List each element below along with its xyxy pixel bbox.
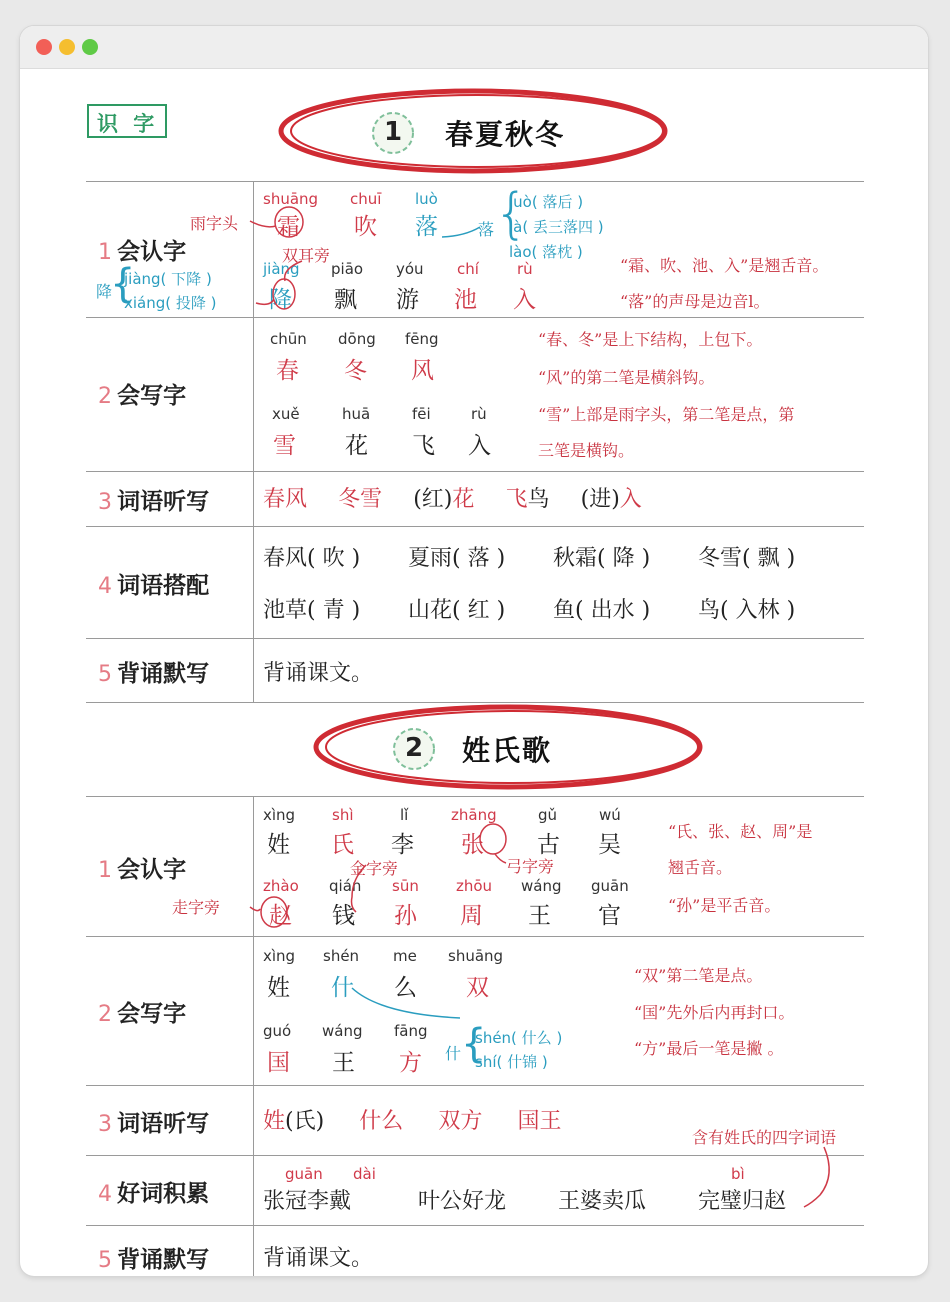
badge-text: 识 字 bbox=[97, 112, 159, 136]
polyphone-brace: { bbox=[461, 1021, 487, 1067]
radical-note: 走字旁 bbox=[172, 898, 221, 917]
match-item: 冬雪( 飘 ) bbox=[698, 546, 796, 571]
pinyin: bì bbox=[731, 1165, 745, 1183]
pinyin: wú bbox=[599, 806, 621, 824]
pinyin: qián bbox=[329, 877, 362, 895]
teacher-note: “春、冬”是上下结构，上包下。 bbox=[538, 330, 763, 349]
pinyin: rù bbox=[471, 405, 487, 423]
match-item: 秋霜( 降 ) bbox=[553, 546, 651, 571]
pinyin: fēng bbox=[405, 330, 439, 348]
polyphone-option: lào( 落枕 ) bbox=[509, 243, 583, 261]
character: 国 bbox=[267, 1050, 290, 1076]
pinyin: lǐ bbox=[400, 806, 409, 824]
teacher-note: “孙”是平舌音。 bbox=[668, 896, 781, 915]
pinyin: wáng bbox=[322, 1022, 363, 1040]
idiom: 张冠李戴 bbox=[263, 1189, 352, 1214]
character: 周 bbox=[460, 903, 483, 929]
row-label: 2 会写字 bbox=[98, 1001, 187, 1027]
character: 钱 bbox=[332, 903, 355, 929]
character: 方 bbox=[399, 1050, 422, 1076]
pinyin: xìng bbox=[263, 947, 296, 965]
pinyin: fēi bbox=[412, 405, 431, 423]
pinyin: sūn bbox=[392, 877, 419, 895]
pinyin: shén bbox=[323, 947, 360, 965]
dictation-line: 姓(氏) 什么 双方 国王 bbox=[263, 1109, 562, 1134]
polyphone-option: xiáng( 投降 ) bbox=[124, 294, 217, 312]
character: 冬 bbox=[344, 358, 367, 384]
teacher-note: 三笔是横钩。 bbox=[538, 441, 635, 460]
character: 吴 bbox=[598, 832, 621, 858]
divider bbox=[86, 1155, 864, 1156]
pinyin: chí bbox=[457, 260, 479, 278]
divider bbox=[86, 526, 864, 527]
pinyin: chuī bbox=[350, 190, 382, 208]
pinyin: luò bbox=[415, 190, 438, 208]
pinyin: chūn bbox=[270, 330, 307, 348]
polyphone-option: jiàng( 下降 ) bbox=[124, 270, 212, 288]
divider bbox=[86, 638, 864, 639]
polyphone-option: là( 丢三落四 ) bbox=[509, 218, 604, 236]
pinyin: shì bbox=[332, 806, 354, 824]
radical-note: 金字旁 bbox=[350, 859, 399, 878]
teacher-note: 含有姓氏的四字词语 bbox=[692, 1128, 837, 1147]
pinyin: guān bbox=[285, 1165, 323, 1183]
row-label: 4 词语搭配 bbox=[98, 573, 210, 599]
pinyin: rù bbox=[517, 260, 533, 278]
character: 王 bbox=[332, 1050, 355, 1076]
row-label: 1 会认字 bbox=[98, 857, 187, 883]
character: 氏 bbox=[331, 832, 354, 858]
teacher-note: “氏、张、赵、周”是 bbox=[668, 822, 813, 841]
row-label: 3 词语听写 bbox=[98, 1111, 210, 1137]
close-button[interactable] bbox=[36, 39, 52, 55]
pinyin: dōng bbox=[338, 330, 376, 348]
divider bbox=[86, 471, 864, 472]
pinyin: zhāng bbox=[451, 806, 497, 824]
character: 王 bbox=[528, 903, 551, 929]
dictation-line: 春风 冬雪 (红)花 飞鸟 (进)入 bbox=[263, 487, 642, 512]
app-window bbox=[20, 26, 928, 1276]
character: 春 bbox=[276, 358, 299, 384]
character: 么 bbox=[394, 975, 417, 1001]
row-label: 5 背诵默写 bbox=[98, 661, 210, 687]
annotation-arrows bbox=[800, 1145, 840, 1215]
character: 什 bbox=[331, 975, 354, 1001]
divider bbox=[86, 936, 864, 937]
match-item: 夏雨( 落 ) bbox=[408, 546, 506, 571]
character: 霜 bbox=[277, 214, 300, 240]
polyphone-option: shí( 什锦 ) bbox=[475, 1053, 548, 1071]
row-label: 4 好词积累 bbox=[98, 1181, 210, 1207]
teacher-note: 翘舌音。 bbox=[668, 858, 733, 877]
lesson-number: 1 bbox=[384, 117, 403, 147]
pinyin: shuāng bbox=[263, 190, 319, 208]
idiom: 叶公好龙 bbox=[418, 1189, 507, 1214]
pinyin: huā bbox=[342, 405, 371, 423]
character: 双 bbox=[466, 975, 489, 1001]
polyphone-head: 落 bbox=[478, 220, 495, 239]
character: 张 bbox=[461, 832, 484, 858]
character: 落 bbox=[415, 214, 438, 240]
pinyin: guān bbox=[591, 877, 629, 895]
divider bbox=[86, 1085, 864, 1086]
pinyin: xìng bbox=[263, 806, 296, 824]
teacher-note: “国”先外后内再封口。 bbox=[634, 1003, 795, 1022]
polyphone-head: 降 bbox=[96, 282, 113, 301]
character: 赵 bbox=[269, 903, 292, 929]
polyphone-brace: { bbox=[494, 182, 529, 245]
polyphone-head: 什 bbox=[445, 1044, 462, 1063]
character: 入 bbox=[513, 287, 536, 313]
worksheet-page bbox=[20, 69, 928, 1276]
character: 风 bbox=[411, 358, 434, 384]
teacher-note: “雪”上部是雨字头，第二笔是点，第 bbox=[538, 405, 795, 424]
pinyin: dài bbox=[353, 1165, 376, 1183]
lesson-number: 2 bbox=[405, 733, 424, 763]
row-label: 3 词语听写 bbox=[98, 489, 210, 515]
maximize-button[interactable] bbox=[82, 39, 98, 55]
radical-note: 弓字旁 bbox=[506, 857, 555, 876]
pinyin: shuāng bbox=[448, 947, 504, 965]
character: 入 bbox=[468, 433, 491, 459]
character: 雪 bbox=[273, 433, 296, 459]
lesson-title-text: 姓氏歌 bbox=[462, 734, 553, 767]
match-item: 山花( 红 ) bbox=[408, 598, 506, 623]
character: 官 bbox=[598, 903, 621, 929]
teacher-note: “落”的声母是边音l。 bbox=[620, 292, 770, 311]
pinyin: piāo bbox=[331, 260, 364, 278]
character: 姓 bbox=[267, 975, 290, 1001]
pinyin: zhōu bbox=[456, 877, 493, 895]
radical-note: 双耳旁 bbox=[282, 246, 331, 265]
annotation-arrows bbox=[190, 181, 490, 321]
match-item: 池草( 青 ) bbox=[263, 598, 361, 623]
lesson2-title bbox=[310, 697, 710, 797]
character: 游 bbox=[396, 287, 419, 313]
idiom: 王婆卖瓜 bbox=[558, 1189, 647, 1214]
character: 飞 bbox=[412, 433, 435, 459]
title-bar bbox=[20, 26, 928, 69]
minimize-button[interactable] bbox=[59, 39, 75, 55]
pinyin: jiàng bbox=[263, 260, 300, 278]
divider bbox=[86, 1225, 864, 1226]
row-label: 1 会认字 bbox=[98, 239, 187, 265]
pinyin: fāng bbox=[394, 1022, 428, 1040]
polyphone-option: luò( 落后 ) bbox=[509, 193, 584, 211]
match-item: 春风( 吹 ) bbox=[263, 546, 361, 571]
match-item: 鱼( 出水 ) bbox=[553, 598, 651, 623]
pinyin: wáng bbox=[521, 877, 562, 895]
lesson1-title bbox=[275, 81, 675, 181]
match-item: 鸟( 入林 ) bbox=[698, 598, 796, 623]
character: 降 bbox=[269, 287, 292, 313]
character: 池 bbox=[454, 287, 477, 313]
polyphone-brace: { bbox=[110, 261, 136, 307]
character: 古 bbox=[537, 832, 560, 858]
pinyin: xuě bbox=[272, 405, 300, 423]
pinyin: yóu bbox=[396, 260, 424, 278]
character: 飘 bbox=[334, 287, 357, 313]
character: 姓 bbox=[267, 832, 290, 858]
character: 花 bbox=[345, 433, 368, 459]
pinyin: guó bbox=[263, 1022, 292, 1040]
pinyin: zhào bbox=[263, 877, 299, 895]
polyphone-option: shén( 什么 ) bbox=[475, 1029, 563, 1047]
character: 孙 bbox=[394, 903, 417, 929]
teacher-note: “方”最后一笔是撇 。 bbox=[634, 1039, 784, 1058]
character: 吹 bbox=[354, 214, 377, 240]
teacher-note: “霜、吹、池、入”是翘舌音。 bbox=[620, 256, 829, 275]
teacher-note: “双”第二笔是点。 bbox=[634, 966, 763, 985]
row-label: 5 背诵默写 bbox=[98, 1247, 210, 1273]
lesson-title-text: 春夏秋冬 bbox=[445, 118, 566, 151]
radical-note: 雨字头 bbox=[190, 214, 239, 233]
recite-text: 背诵课文。 bbox=[263, 1246, 374, 1271]
teacher-note: “风”的第二笔是横斜钩。 bbox=[538, 368, 715, 387]
divider bbox=[86, 796, 864, 797]
section-badge bbox=[87, 104, 167, 138]
character: 李 bbox=[391, 832, 414, 858]
idiom: 完璧归赵 bbox=[698, 1189, 787, 1214]
recite-text: 背诵课文。 bbox=[263, 661, 374, 686]
row-label: 2 会写字 bbox=[98, 383, 187, 409]
pinyin: gǔ bbox=[538, 806, 558, 824]
pinyin: me bbox=[393, 947, 417, 965]
